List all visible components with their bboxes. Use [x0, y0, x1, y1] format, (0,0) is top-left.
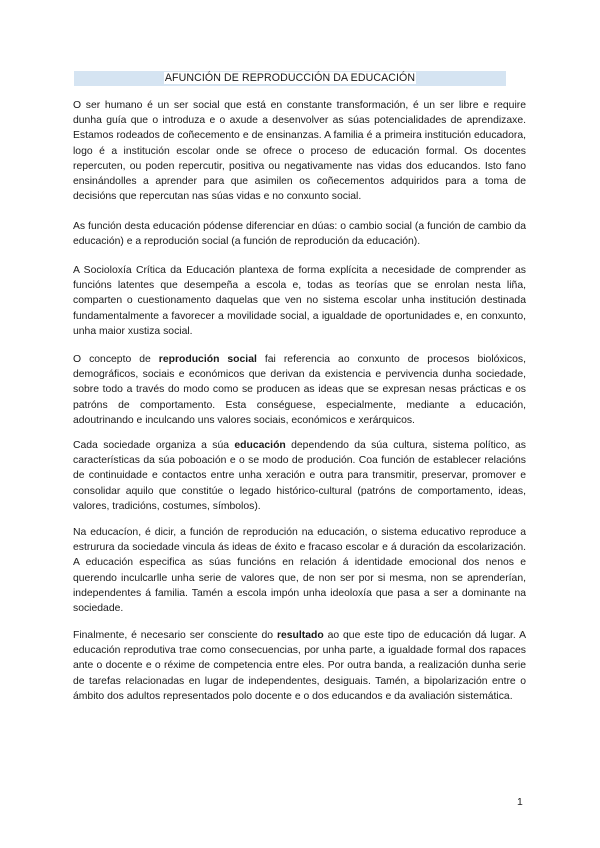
paragraph-4-text-before: O concepto de	[73, 354, 159, 365]
paragraph-3: A Socioloxía Crítica da Educación plantexa de forma explícita a necesidade de comprender as funcións latentes que desempeña a escola e, todas as teorías que se enrolan nesta liña, comparten o cuestionamento daquelas que ven no sistema escolar unha institución destinada fundamentalmente a favorecer a movilidade social, a igualdade de oportunidades e, en conxunto, unha maior xustiza social.	[73, 265, 526, 337]
paragraph-7-keyword: resultado	[276, 630, 324, 641]
paragraph-5-text-after: dependendo da súa cultura, sistema político, as características da súa poboación e o se modo de produción. Coa función de establecer relacións de continuidade e contactos entre unha xeración e outra para transmitir, preservar, promover e consolidar aquilo que constitúe o legado histórico-cultural (patróns de comportamento, ideas, valores, tradicións, costumes, símbolos).	[73, 440, 526, 512]
paragraph-7	[73, 628, 526, 704]
paragraph-4	[73, 352, 526, 428]
page-number: 1	[517, 797, 523, 808]
paragraph-2: As función desta educación pódense diferenciar en dúas: o cambio social (a función de cambio da educación) e a reprodución social (a función de reprodución da educación).	[73, 221, 526, 248]
paragraph-6: Na educacíon, é dicir, a función de reprodución na educación, o sistema educativo reproduce a estrurura da sociedade vincula ás ideas de éxito e fracaso escolar e á duración da escolarización. A educación especifica as súas funcións en relación á identidade emocional dos nenos e querendo inculcarlle unha serie de valores que, de non ser por si mesma, non se aprenderían, independentes á familia. Tamén a escola impón unha ideoloxía que pasa a ser a dominante na sociedade.	[73, 527, 526, 615]
paragraph-5	[73, 438, 526, 514]
paragraph-7-text-after: ao que este tipo de educación dá lugar. A educación reprodutiva trae como consecuencias, por unha parte, a igualdade formal dos rapaces ante o docente e o réxime de competencia entre eles. Por outra banda, a realización dunha serie de tarefas relacionadas en lugar de independentes, desiguais. Tamén, a bipolarización entre o ámbito dos adultos representados polo docente e o dos educandos e da avaliación sistemática.	[73, 630, 527, 702]
paragraph-5-text-before: Cada sociedade organiza a súa	[73, 440, 235, 451]
paragraph-4-keyword: reprodución social	[158, 354, 257, 365]
document-title-label: AFUNCIÓN DE REPRODUCCIÓN DA EDUCACIÓN	[164, 72, 416, 84]
document-title	[74, 71, 506, 86]
paragraph-7-text-before: Finalmente, é necesario ser consciente do	[73, 630, 277, 641]
paragraph-4-text-after: fai referencia ao conxunto de procesos biolóxicos, demográficos, sociais e económicos que derivan da existencia e pervivencia dunha sociedade, sobre todo a través do modo como se producen as ideas que se expresan nesas prácticas e os patróns de comportamento. Esta conséguese, especialmente, mediante a educación, adoutrinando e inculcando uns valores sociais, económicos e xerárquicos.	[73, 354, 526, 426]
paragraph-1: O ser humano é un ser social que está en constante transformación, é un ser libre e require dunha guía que o introduza e o axude a desenvolver as súas potencialidades de aprendizaxe. Estamos rodeados de coñecemento e de ensinanzas. A familia é a primeira institución educadora, logo é a institución escolar onde se ofrece o proceso de educación formal. Os docentes repercuten, ou poden repercutir, positiva ou negativamente nas vidas dos educandos. Isto fano ensinándolles a aprender para que asimilen os coñecementos adquiridos para a toma de decisións que repercutan nas súas vidas e no conxunto social.	[73, 100, 526, 203]
paragraph-5-keyword: educación	[234, 440, 286, 451]
